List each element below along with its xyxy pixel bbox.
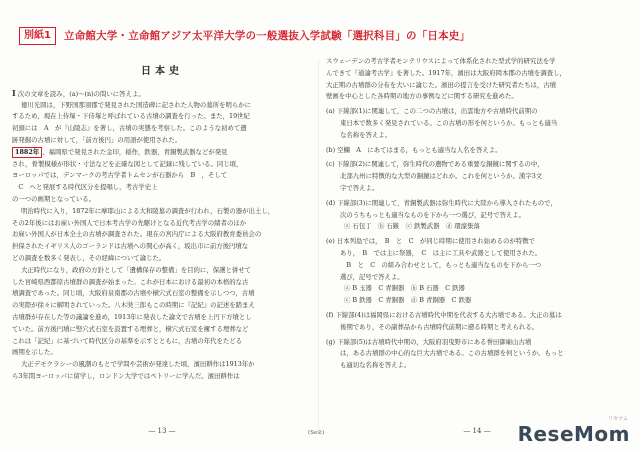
left-text-line: C へと発展する時代区分を提唱し，考古学史上 <box>12 183 158 192</box>
right-text-line: (f) 下線部(4)は福岡県における古墳時代中期を代表する大古墳である。大正の墓は <box>326 310 562 319</box>
right-page-number: — 14 — <box>463 427 491 436</box>
page-divider <box>318 60 319 430</box>
left-text-line <box>12 147 312 159</box>
resemom-logo: ReseMom <box>517 422 630 446</box>
right-text-line: は，ある古墳群の中心的な巨大古墳である。この古墳群を何というか。もっと <box>340 349 564 358</box>
text-fragment: 、福岡県で発見された金印，稲作，鉄器，青銅製武器などが発見 <box>42 147 228 156</box>
right-text-line: 後期であり，その副葬品から古墳時代前期に遡る時期と考えられる。 <box>340 322 539 331</box>
right-text-line: 選び，記号で答えよ。 <box>340 272 404 281</box>
left-text-line: その2年後にはお雇い外国人で日本考古学の先駆けとなる近代考古学の緒者のほか <box>12 218 247 227</box>
left-text-line: 徳川光圀は，下野国那須郡で発見された国造碑に記された人物の墓所を明らかに <box>21 100 252 109</box>
left-text-body <box>12 100 312 383</box>
right-text-line: ⓒ B 鉄器 C 青銅器 ⓓ B 青銅器 C 鉄器 <box>344 296 472 305</box>
highlighted-year: 1882年 <box>12 147 42 158</box>
right-text-line: 字で答えよ。 <box>340 183 379 192</box>
right-text-line: あり， B では主に祭器， C は主に工具や武器として使用された。 <box>340 248 542 257</box>
logo-subtitle: リセマム <box>608 416 628 422</box>
left-page <box>12 52 312 436</box>
right-text-line: (g) 下線部(5)は古墳時代中期の，大阪府羽曳野市にある誉田御廟山古墳 <box>326 337 532 346</box>
right-text-line: (b) 空欄 A にあてはまる，もっとも適当な人名を答えよ。 <box>326 145 502 154</box>
appendix-tag: 別紙1 <box>19 27 56 45</box>
question-marker: I <box>12 87 16 98</box>
left-text-line: され，骨製模様が形状・寸法などを正確な図として記録に残している。同じ頃， <box>12 159 243 168</box>
bottom-code: (Se②) <box>308 430 325 436</box>
right-text-line: 大正期の古墳群の分布を大いに論じた。濱田の提言を受けた研究者たちは，古墳 <box>326 80 557 89</box>
right-text-line: ⓐ B 玉器 C 青銅器 ⓑ B 石器 C 鉄器 <box>344 284 465 293</box>
right-text-line: (c) 下線部(2)に関連して，弥生時代の遺物である重要な銅鏡に関するの中， <box>326 160 544 169</box>
left-text-line: どの調査を数多く発表し，その経緯について論じた。 <box>12 253 166 262</box>
right-text-line: 北部九州に特徴的な大型の銅鏡はどれか。これを何というか。漢字3文 <box>340 172 543 181</box>
right-text-line: 次のうちもっとも適当なものを下から一つ選び，記号で答えよ。 <box>340 210 526 219</box>
right-text-line: スウェーデンの考古学者モンテリウスによって体系化された型式学的研究法を学 <box>326 57 556 65</box>
left-text-line: 初頭には A が『山陵志』を著し，古墳の実態を考察した。このような初めて遺 <box>12 124 247 133</box>
left-text-line: した宮崎県西都原古墳群の調査が始まった。これが日本における最初の本格的な古 <box>12 277 249 286</box>
right-text-line: ⓐ 石包丁 ⓑ 石鏃 ⓒ 鉄製武器 ⓓ 環濠集落 <box>344 222 480 231</box>
left-page-number: — 13 — <box>148 427 176 436</box>
left-text-line: の一つの画期となっている。 <box>12 194 96 203</box>
left-text-line: するため，現在上侍塚・下侍塚と呼ばれている古墳の調査を行った。また，19世紀 <box>12 112 250 121</box>
header-bar <box>0 0 640 50</box>
right-text-line: な名称を答えよ。 <box>340 130 392 139</box>
right-text-line: (d) 下線部(3)に関連して，青銅製武器は弥生時代に大陸から導入されたもので， <box>326 198 557 207</box>
header-title: 立命館大学・立命館アジア太平洋大学の一般選抜入学試験「選択科目」の「日本史」 <box>64 30 471 42</box>
right-text-line: B と C の組み合わせとして，もっとも適当なものを下から一つ <box>340 260 542 269</box>
intro-text: 次の文章を読み，(a)〜(n)の問いに答えよ。 <box>17 89 145 98</box>
left-text-line: の実際が徐々に解明されていった。八木奘三郎もこの時期に『記紀』の記述を踏まえ <box>12 301 255 310</box>
left-text-line: 画期を示した。 <box>12 348 57 357</box>
right-text-line: (a) 下線部(1)に関連して，この二つの古墳は，出雲地方や古墳時代前期の <box>326 107 538 116</box>
left-text-line: 大正時代になり，政府の方針として「遺構保存の整備」を目的に，保護と併せて <box>21 265 252 274</box>
left-page-title: 日本史 <box>141 66 183 77</box>
left-text-line: ら3年間ヨーロッパに留学し，ロンドン大学ではペトリーに学んだ。濱田耕作は <box>12 371 240 380</box>
right-text-line: んできて『通論考古学』を著した。1917年，濱田は大阪府岡本郡の古墳を調査し， <box>326 68 566 77</box>
left-text-line: ヨーロッパでは，デンマークの考古学者トムセンが石器から B ，そして <box>12 171 228 180</box>
left-text-line: 大正デモクラシーの風潮のもとで学問や芸術が発達した頃，濱田耕作は1913年か <box>21 360 255 369</box>
left-text-line: ていた。前方後円墳に竪穴式石室を設置する埋葬と，横穴式石室を擁する埋葬など <box>12 324 249 333</box>
right-text-body <box>326 56 628 372</box>
left-text-line: 古墳群が存在した等の議論を進め，1913年に発表した論文で古墳を上円下方墳とし <box>12 312 252 321</box>
right-text-line: 壁画を中心とした各時期の地方の事例などに関する研究を進めた。 <box>326 92 518 101</box>
right-text-line: も適切な名称を答えよ。 <box>340 361 411 370</box>
right-text-line: 東日本で数多く発見されている。この古墳の形を何というか。もっとも適当 <box>340 118 558 127</box>
left-text-line: 墳調査であった。同じ頃，大阪府泉南郡の古墳や横穴式石室の整備を示しつつ，古墳 <box>12 289 255 298</box>
left-text-line: 担保されたイギリス人のゴーランドは古墳への関心が高く，坂出市に前方後円墳な <box>12 242 249 251</box>
left-text-line: お雇い外国人が日本全土の古墳が調査された。現在の宮内庁による大阪府教育委員会の <box>12 230 262 239</box>
left-text-line: 明治時代に入り，1872年に摩耶山による大和陵墓の調査が行われ，石製の器が出土し， <box>21 206 275 215</box>
left-text-line: これは「記紀」に基づいて時代区分の基準を示すとともに，古墳の年代をたどる <box>12 336 243 345</box>
right-text-line: (e) 日本列島では， B と C が同じ時期に使用され始めるのが特徴で <box>326 237 535 246</box>
left-text-line: 跡発掘の古墳に対して，「前方後円」の用語が使用された。 <box>12 135 182 144</box>
